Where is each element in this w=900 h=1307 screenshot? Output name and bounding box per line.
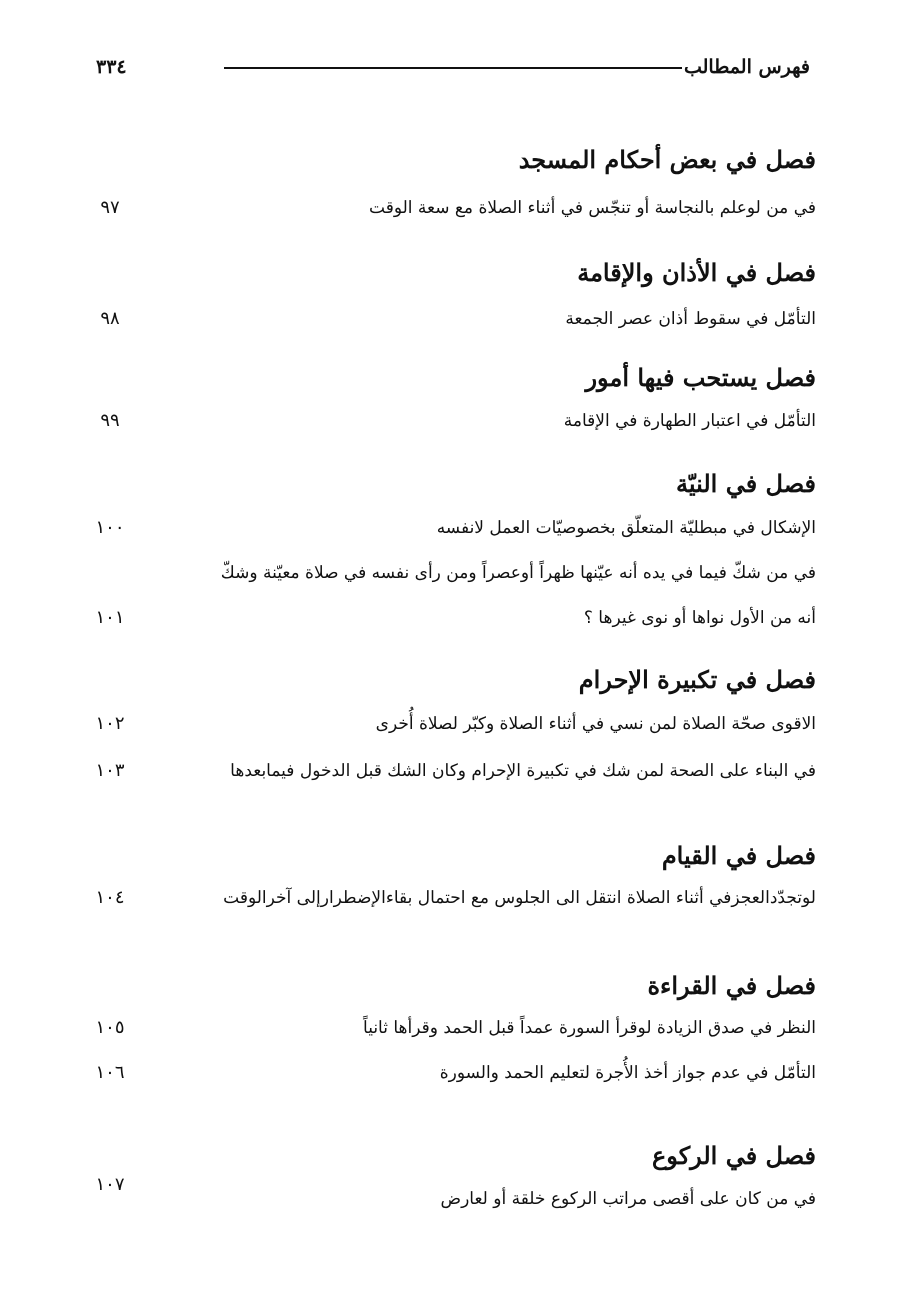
section-heading: فصل في تكبيرة الإحرام (578, 665, 816, 694)
index-entry: في من لوعلم بالنجاسة أو تنجّس في أثناء الصلاة مع سعة الوقت (369, 198, 816, 218)
index-entry: في من كان على أقصى مراتب الركوع خلقة أو لعارض (440, 1189, 816, 1209)
section-heading: فصل في القراءة (647, 971, 816, 1000)
entry-page-number: ١٠٢ (95, 713, 125, 734)
index-entry: الإشكال في مبطليّة المتعلّق بخصوصيّات العمل لانفسه (436, 518, 816, 538)
index-entry: في البناء على الصحة لمن شك في تكبيرة الإحرام وكان الشك قبل الدخول فيمابعدها (230, 761, 816, 781)
running-header (96, 52, 810, 82)
section-heading: فصل في الركوع (651, 1141, 816, 1170)
page-number: ٣٣٤ (96, 56, 127, 78)
section-heading: فصل يستحب فيها أمور (585, 363, 816, 392)
index-entry: النظر في صدق الزيادة لوقرأ السورة عمداً قبل الحمد وقرأها ثانياً (363, 1018, 816, 1038)
entry-page-number: ١٠٦ (95, 1062, 125, 1083)
entry-page-number: ٩٨ (100, 308, 120, 329)
entry-page-number: ١٠٤ (95, 887, 125, 908)
index-entry: في من شكّ فيما في يده أنه عيّنها ظهراً أوعصراً ومن رأى نفسه في صلاة معيّنة وشكّ (220, 563, 816, 583)
entry-page-number: ١٠٧ (95, 1174, 125, 1195)
section-heading: فصل في القيام (661, 841, 816, 870)
index-entry: التأمّل في سقوط أذان عصر الجمعة (565, 309, 816, 329)
header-rule (224, 67, 682, 69)
entry-page-number: ٩٧ (100, 197, 120, 218)
header-title: فهرس المطالب (683, 56, 810, 78)
entry-page-number: ١٠٥ (95, 1017, 125, 1038)
entry-page-number: ١٠٣ (95, 760, 125, 781)
entry-page-number: ١٠٠ (95, 517, 125, 538)
section-heading: فصل في بعض أحكام المسجد (518, 145, 816, 174)
section-heading: فصل في النيّة (676, 469, 816, 498)
entry-page-number: ٩٩ (100, 410, 120, 431)
index-entry: لوتجدّدالعجزفي أثناء الصلاة انتقل الى الجلوس مع احتمال بقاءالإضطرارإلى آخرالوقت (223, 888, 816, 908)
index-entry: الاقوى صحّة الصلاة لمن نسي في أثناء الصلاة وكبّر لصلاة أُخرى (375, 714, 816, 734)
section-heading: فصل في الأذان والإقامة (577, 258, 816, 287)
index-entry: التأمّل في اعتبار الطهارة في الإقامة (563, 411, 816, 431)
entry-page-number: ١٠١ (95, 607, 125, 628)
index-entry: أنه من الأول نواها أو نوى غيرها ؟ (583, 608, 816, 628)
index-entry: التأمّل في عدم جواز أخذ الأُجرة لتعليم الحمد والسورة (439, 1063, 816, 1083)
